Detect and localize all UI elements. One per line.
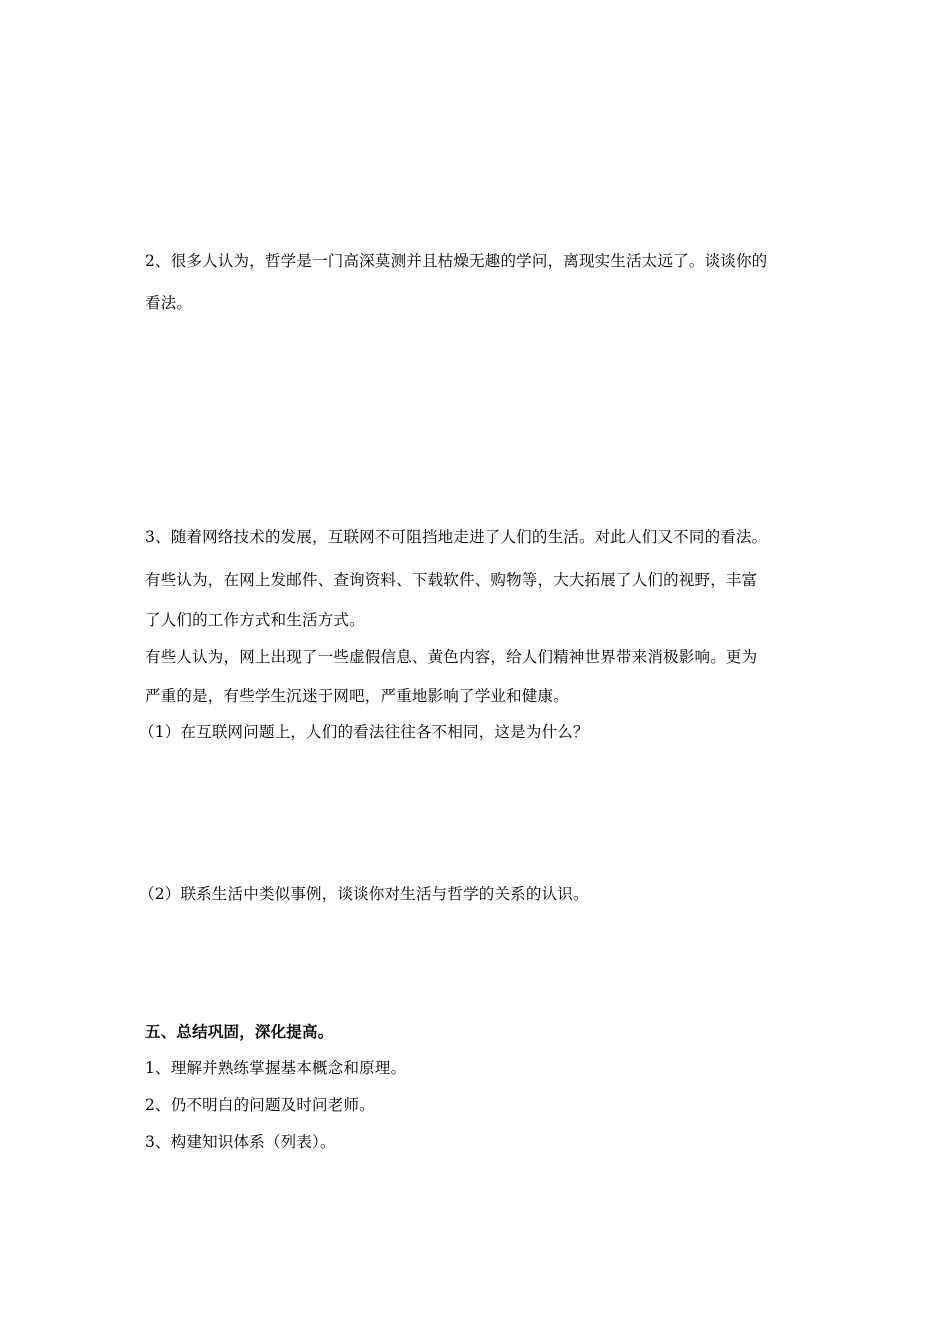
question-3-line-2: 有些认为，在网上发邮件、查询资料、下载软件、购物等，大大拓展了人们的视野，丰富 bbox=[145, 571, 758, 589]
section-5-item-2: 2、仍不明白的问题及时问老师。 bbox=[145, 1096, 375, 1114]
question-2-line-2: 看法。 bbox=[145, 294, 193, 312]
question-3-line-3: 了人们的工作方式和生活方式。 bbox=[145, 611, 365, 629]
question-3-sub-1: （1）在互联网问题上，人们的看法往往各不相同，这是为什么？ bbox=[139, 723, 589, 741]
question-3-line-5: 严重的是，有些学生沉迷于网吧，严重地影响了学业和健康。 bbox=[145, 687, 569, 705]
question-2-line-1: 2、很多人认为，哲学是一门高深莫测并且枯燥无趣的学问，离现实生活太远了。谈谈你的 bbox=[145, 252, 768, 270]
section-5-item-1: 1、理解并熟练掌握基本概念和原理。 bbox=[145, 1059, 407, 1077]
section-5-item-3: 3、构建知识体系（列表）。 bbox=[145, 1133, 336, 1151]
question-3-sub-2: （2）联系生活中类似事例，谈谈你对生活与哲学的关系的认识。 bbox=[139, 885, 589, 903]
section-5-heading: 五、总结巩固，深化提高。 bbox=[145, 1023, 334, 1041]
question-3-line-4: 有些人认为，网上出现了一些虚假信息、黄色内容，给人们精神世界带来消极影响。更为 bbox=[145, 648, 758, 666]
question-3-line-1: 3、随着网络技术的发展，互联网不可阻挡地走进了人们的生活。对此人们又不同的看法。 bbox=[145, 528, 768, 546]
